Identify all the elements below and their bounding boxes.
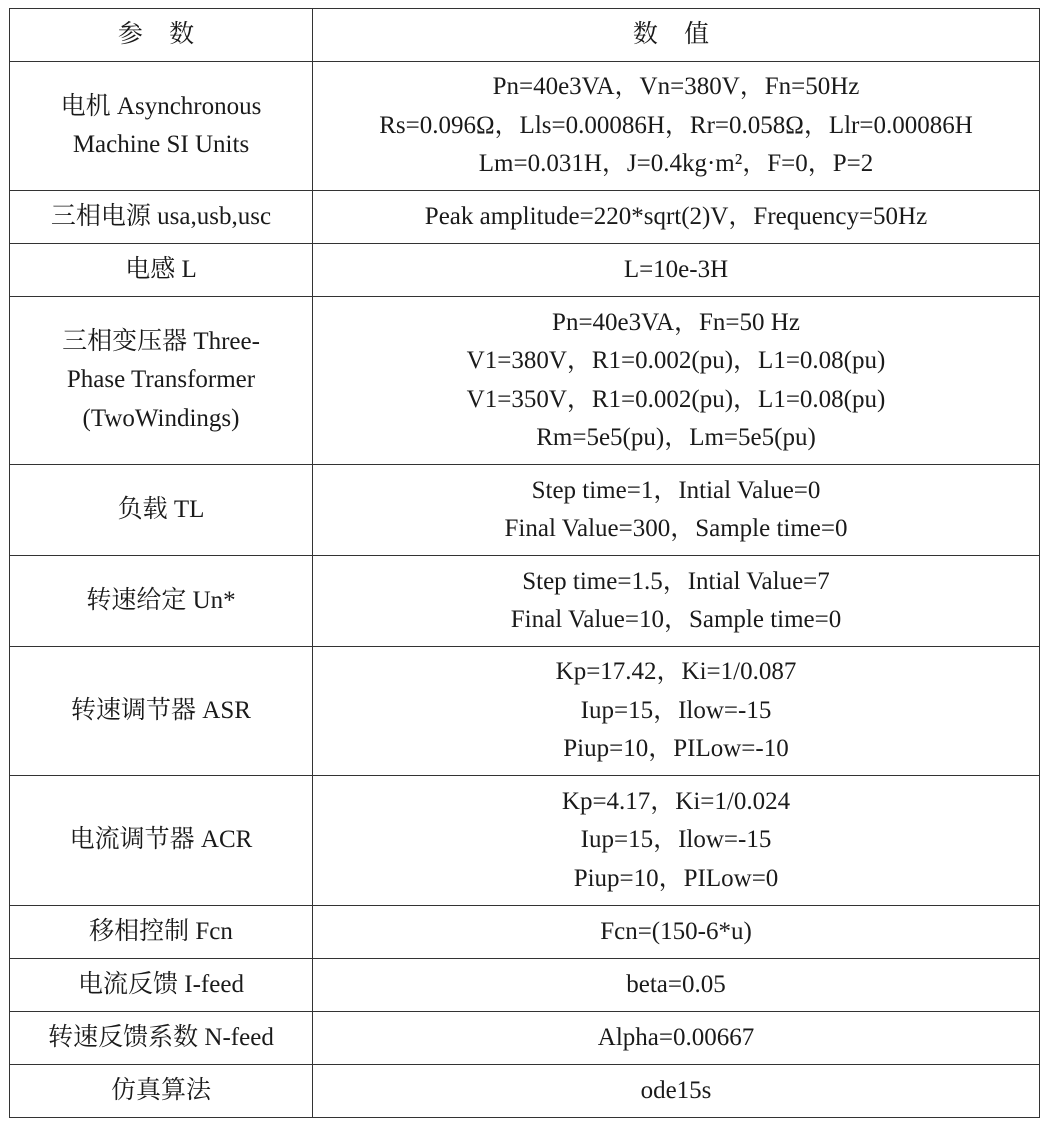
table-row [10, 465, 1040, 556]
param-name-line: 三相电源 usa,usb,usc [50, 202, 272, 230]
table-row [10, 556, 1040, 647]
param-value-line: Peak amplitude=220*sqrt(2)V，Frequency=50Hz [424, 202, 928, 230]
param-value-line: Pn=40e3VA，Fn=50 Hz [552, 308, 800, 336]
param-name-cell [10, 906, 313, 959]
param-value-line: V1=350V，R1=0.002(pu)，L1=0.08(pu) [466, 385, 886, 413]
param-value-line: Alpha=0.00667 [597, 1023, 755, 1051]
param-name-cell [10, 556, 313, 647]
param-value-cell [313, 776, 1040, 906]
param-name-line: 电流反馈 I-feed [78, 970, 244, 998]
param-value-cell [313, 244, 1040, 297]
param-name-line: 仿真算法 [110, 1076, 211, 1104]
param-name-cell [10, 776, 313, 906]
param-value-line: Step time=1，Intial Value=0 [531, 476, 821, 504]
param-value-line: Iup=15，Ilow=-15 [580, 826, 772, 854]
param-name-cell [10, 297, 313, 465]
table-row [10, 1012, 1040, 1065]
param-name-line: 电机 Asynchronous [60, 92, 262, 120]
table-body [10, 62, 1040, 1118]
param-name-line: 负载 TL [117, 495, 205, 523]
param-name-line: 转速调节器 ASR [71, 696, 251, 724]
header-value: 数 值 [313, 9, 1040, 62]
table-row [10, 959, 1040, 1012]
param-value-line: Final Value=300，Sample time=0 [504, 515, 848, 542]
param-value-line: Iup=15，Ilow=-15 [580, 696, 772, 724]
table-row [10, 297, 1040, 465]
param-name-cell [10, 647, 313, 776]
param-value-cell [313, 1012, 1040, 1065]
table-row [10, 776, 1040, 906]
param-value-line: Kp=17.42，Ki=1/0.087 [555, 658, 797, 686]
param-name-line: 电流调节器 ACR [69, 826, 253, 854]
table-row [10, 244, 1040, 297]
param-name-cell [10, 1065, 313, 1118]
param-value-cell [313, 1065, 1040, 1118]
table-header-row [10, 9, 1040, 62]
param-name-line: 转速反馈系数 N-feed [48, 1023, 274, 1051]
param-name-line: 电感 L [125, 255, 197, 283]
param-value-line: V1=380V，R1=0.002(pu)，L1=0.08(pu) [466, 347, 886, 374]
param-value-cell [313, 465, 1040, 556]
table-row [10, 1065, 1040, 1118]
param-value-line: Fcn=(150-6*u) [600, 917, 752, 945]
parameter-table [9, 8, 1040, 1118]
param-name-line: 三相变压器 Three- [62, 327, 260, 355]
param-value-line: Pn=40e3VA，Vn=380V，Fn=50Hz [492, 73, 860, 101]
param-value-cell [313, 647, 1040, 776]
param-value-cell [313, 297, 1040, 465]
param-name-cell [10, 1012, 313, 1065]
table-row [10, 906, 1040, 959]
param-name-line: (TwoWindings) [82, 404, 240, 432]
param-name-line: Machine SI Units [72, 131, 250, 158]
param-value-cell [313, 906, 1040, 959]
header-parameter: 参 数 [10, 9, 313, 62]
param-name-cell [10, 191, 313, 244]
table-row [10, 647, 1040, 776]
param-value-cell [313, 191, 1040, 244]
param-value-line: Lm=0.031H，J=0.4kg·m²，F=0，P=2 [478, 150, 874, 178]
param-value-cell [313, 62, 1040, 191]
param-value-line: beta=0.05 [626, 970, 726, 998]
param-value-line: Rm=5e5(pu)，Lm=5e5(pu) [536, 424, 816, 451]
param-value-line: Step time=1.5，Intial Value=7 [522, 567, 830, 595]
table-row [10, 62, 1040, 191]
param-value-cell [313, 556, 1040, 647]
param-value-line: L=10e-3H [623, 255, 729, 283]
param-name-line: Phase Transformer [66, 366, 256, 394]
param-name-line: 移相控制 Fcn [89, 917, 233, 945]
param-value-line: Rs=0.096Ω，Lls=0.00086H，Rr=0.058Ω，Llr=0.00086H [379, 111, 973, 139]
table-row [10, 191, 1040, 244]
param-value-line: Kp=4.17，Ki=1/0.024 [561, 787, 791, 815]
param-name-cell [10, 244, 313, 297]
param-value-cell [313, 959, 1040, 1012]
param-value-line: Final Value=10，Sample time=0 [510, 606, 842, 633]
param-name-cell [10, 465, 313, 556]
param-name-cell [10, 62, 313, 191]
param-value-line: ode15s [640, 1076, 712, 1104]
param-name-line: 转速给定 Un* [86, 586, 236, 614]
param-name-cell [10, 959, 313, 1012]
param-value-line: Piup=10，PILow=-10 [563, 735, 789, 763]
param-value-line: Piup=10，PILow=0 [573, 864, 779, 892]
